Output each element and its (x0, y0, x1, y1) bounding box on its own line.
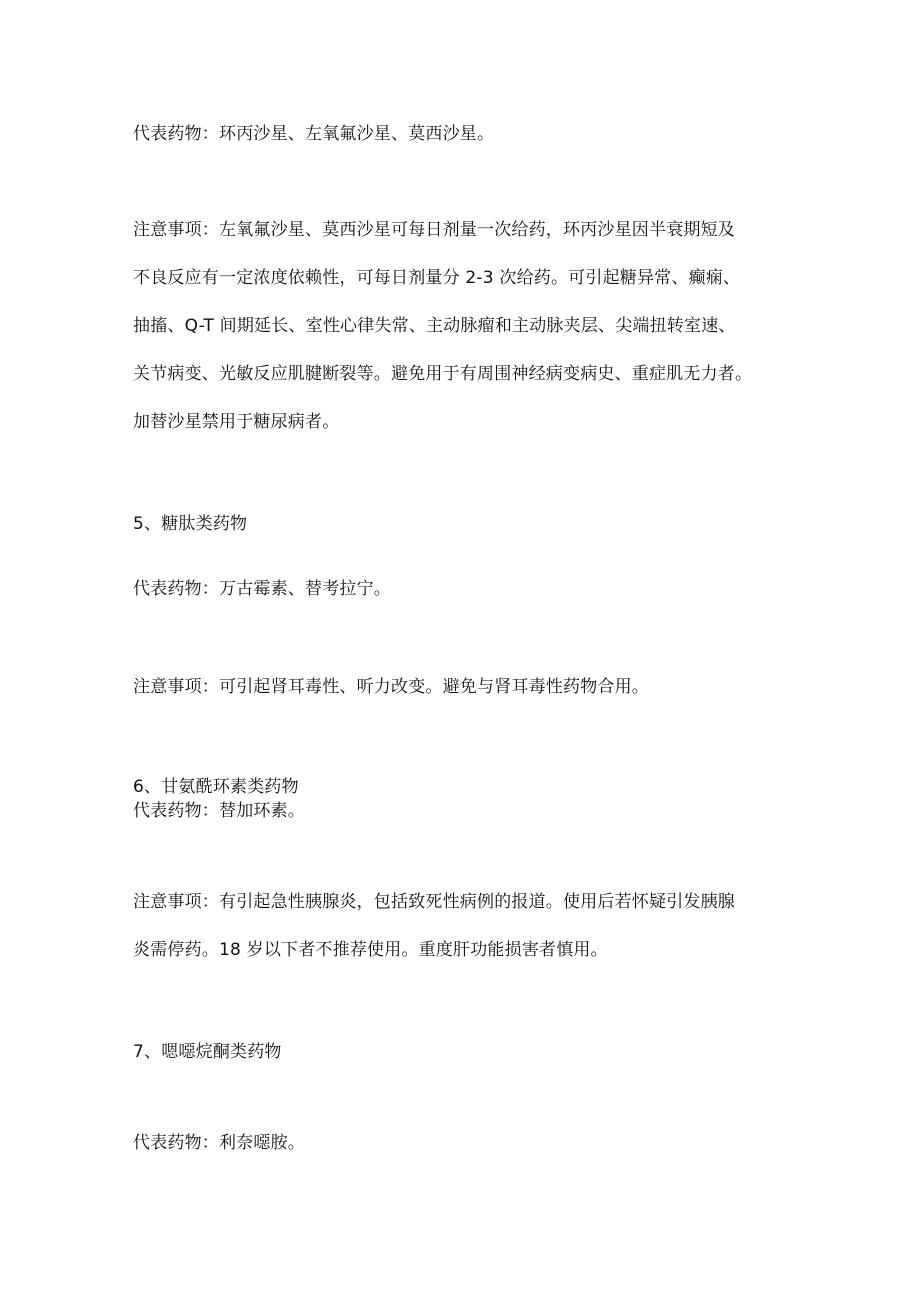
fluoroquinolone-notes-line-2: 不良反应有一定浓度依赖性，可每日剂量分 2-3 次给药。可引起糖异常、癫痫、 (133, 268, 741, 288)
glycylcycline-notes-line-2: 炎需停药。18 岁以下者不推荐使用。重度肝功能损害者慎用。 (133, 940, 608, 960)
glycylcycline-representative-drugs: 代表药物：替加环素。 (133, 801, 305, 821)
section-heading-oxazolidinones: 7、嗯噁烷酮类药物 (133, 1042, 282, 1062)
glycopeptide-representative-drugs: 代表药物：万古霉素、替考拉宁。 (133, 579, 391, 599)
glycylcycline-notes-line-1: 注意事项：有引起急性胰腺炎，包括致死性病例的报道。使用后若怀疑引发胰腺 (133, 892, 735, 912)
fluoroquinolone-notes-line-3: 抽搐、Q-T 间期延长、室性心律失常、主动脉瘤和主动脉夹层、尖端扭转室速、 (133, 316, 736, 336)
fluoroquinolone-notes-line-4: 关节病变、光敏反应肌腱断裂等。避免用于有周围神经病变病史、重症肌无力者。 (133, 364, 753, 384)
fluoroquinolone-notes-line-1: 注意事项：左氧氟沙星、莫西沙星可每日剂量一次给药，环丙沙星因半衰期短及 (133, 220, 735, 240)
section-heading-glycylcyclines: 6、甘氨酰环素类药物 (133, 777, 299, 797)
glycopeptide-notes: 注意事项：可引起肾耳毒性、听力改变。避免与肾耳毒性药物合用。 (133, 677, 649, 697)
fluoroquinolone-notes-line-5: 加替沙星禁用于糖尿病者。 (133, 412, 340, 432)
section-heading-glycopeptides: 5、糖肽类药物 (133, 514, 248, 534)
oxazolidinone-representative-drugs: 代表药物：利奈噁胺。 (133, 1133, 305, 1153)
fluoroquinolone-representative-drugs: 代表药物：环丙沙星、左氧氟沙星、莫西沙星。 (133, 124, 495, 144)
